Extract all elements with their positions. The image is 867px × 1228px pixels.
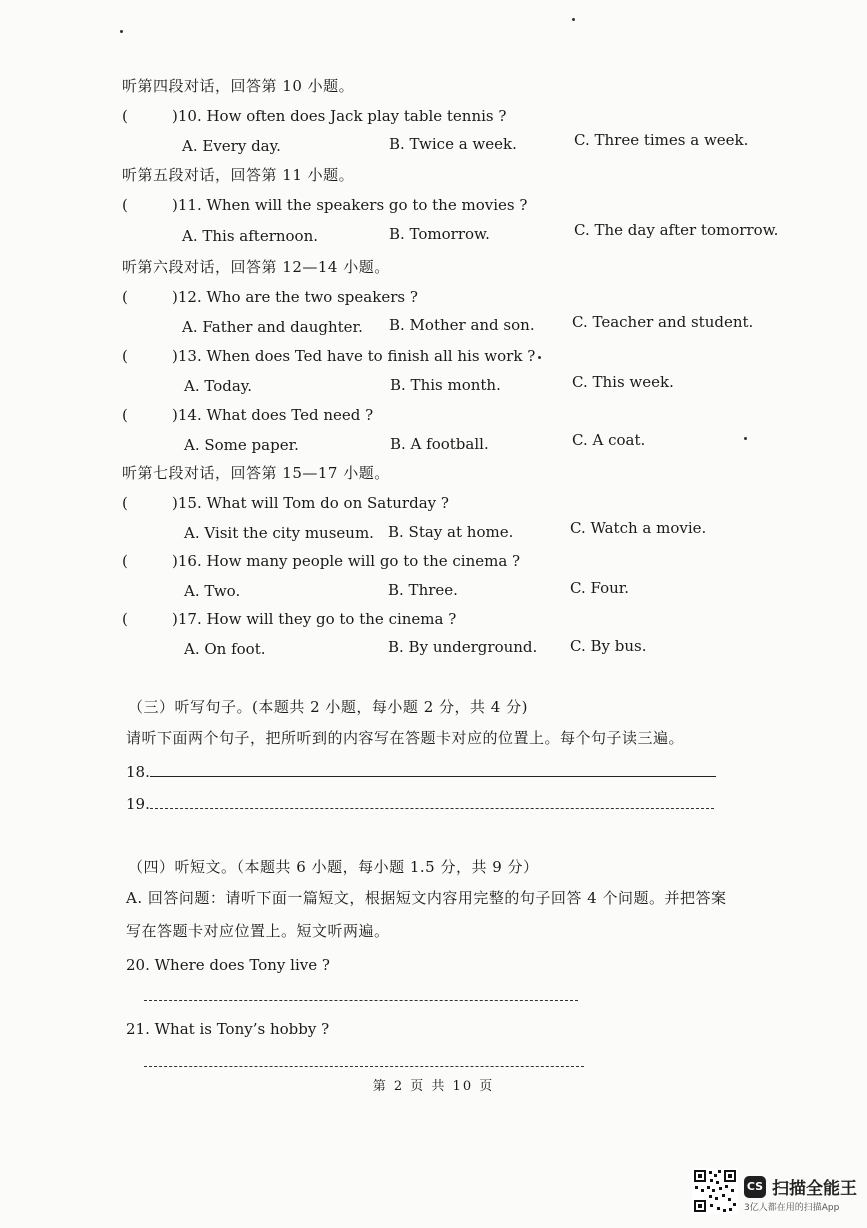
question-13-stem: )13. When does Ted have to finish all his work ? — [172, 347, 536, 365]
question-15-stem: )15. What will Tom do on Saturday ? — [172, 494, 449, 512]
question-15-option-b: B. Stay at home. — [388, 523, 514, 541]
section-heading-5: 听第五段对话，回答第 11 小题。 — [122, 166, 355, 184]
question-12-option-b: B. Mother and son. — [389, 316, 535, 334]
dictation-number-19: 19. — [126, 795, 150, 813]
answer-line-21 — [144, 1066, 584, 1067]
question-10-option-a: A. Every day. — [182, 137, 281, 155]
question-16-stem: )16. How many people will go to the cinema ? — [172, 552, 521, 570]
part-4-instructions-line-2: 写在答题卡对应位置上。短文听两遍。 — [126, 922, 390, 940]
question-17-stem: )17. How will they go to the cinema ? — [172, 610, 457, 628]
qr-code-icon — [692, 1168, 738, 1214]
answer-line-20 — [144, 1000, 578, 1001]
question-13-option-c: C. This week. — [572, 373, 674, 391]
scanner-brand-tagline: 3亿人都在用的扫描App — [744, 1203, 840, 1213]
section-heading-6: 听第六段对话，回答第 12—14 小题。 — [122, 258, 390, 276]
question-12-option-a: A. Father and daughter. — [182, 318, 363, 336]
question-13-option-b: B. This month. — [390, 376, 501, 394]
scan-speck — [120, 30, 123, 33]
question-11-option-a: A. This afternoon. — [182, 227, 319, 245]
answer-paren: ( — [122, 406, 128, 424]
question-11-stem: )11. When will the speakers go to the movies ? — [172, 196, 528, 214]
camscanner-logo-icon: CS — [744, 1176, 766, 1198]
scan-speck — [744, 437, 747, 440]
question-15-option-a: A. Visit the city museum. — [184, 524, 374, 542]
question-10-option-b: B. Twice a week. — [389, 135, 517, 153]
scan-speck — [572, 18, 575, 21]
dictation-answer-line-18 — [150, 776, 716, 777]
part-4-title: （四）听短文。（本题共 6 小题，每小题 1.5 分，共 9 分） — [128, 858, 539, 876]
page-footer: 第 2 页 共 10 页 — [372, 1079, 495, 1094]
question-10-option-c: C. Three times a week. — [574, 131, 749, 149]
question-14-stem: )14. What does Ted need ? — [172, 406, 374, 424]
question-14-option-c: C. A coat. — [572, 431, 646, 449]
question-17-option-c: C. By bus. — [570, 637, 647, 655]
question-16-option-a: A. Two. — [184, 582, 241, 600]
answer-paren: ( — [122, 494, 128, 512]
question-11-option-c: C. The day after tomorrow. — [574, 221, 779, 239]
part-3-instructions: 请听下面两个句子，把所听到的内容写在答题卡对应的位置上。每个句子读三遍。 — [126, 729, 685, 747]
question-21: 21. What is Tony’s hobby ? — [126, 1020, 330, 1038]
scan-speck — [538, 356, 541, 359]
question-12-stem: )12. Who are the two speakers ? — [172, 288, 418, 306]
question-14-option-b: B. A football. — [390, 435, 489, 453]
section-heading-7: 听第七段对话，回答第 15—17 小题。 — [122, 464, 390, 482]
answer-paren: ( — [122, 196, 128, 214]
answer-paren: ( — [122, 552, 128, 570]
question-13-option-a: A. Today. — [184, 377, 253, 395]
scanner-watermark — [692, 1168, 857, 1216]
part-3-title: （三）听写句子。(本题共 2 小题，每小题 2 分，共 4 分) — [128, 698, 528, 716]
question-10-stem: )10. How often does Jack play table tennis ? — [172, 107, 507, 125]
answer-paren: ( — [122, 107, 128, 125]
question-17-option-b: B. By underground. — [388, 638, 538, 656]
question-12-option-c: C. Teacher and student. — [572, 313, 754, 331]
scanner-brand-name: 扫描全能王 — [772, 1179, 857, 1199]
dictation-number-18: 18. — [126, 763, 150, 781]
question-14-option-a: A. Some paper. — [184, 436, 299, 454]
dictation-answer-line-19 — [150, 808, 714, 809]
question-20: 20. Where does Tony live ? — [126, 956, 330, 974]
question-17-option-a: A. On foot. — [184, 640, 266, 658]
answer-paren: ( — [122, 288, 128, 306]
question-15-option-c: C. Watch a movie. — [570, 519, 707, 537]
section-heading-4: 听第四段对话，回答第 10 小题。 — [122, 77, 355, 95]
answer-paren: ( — [122, 610, 128, 628]
question-16-option-c: C. Four. — [570, 579, 630, 597]
question-11-option-b: B. Tomorrow. — [389, 225, 490, 243]
answer-paren: ( — [122, 347, 128, 365]
part-4-instructions-line-1: A. 回答问题：请听下面一篇短文，根据短文内容用完整的句子回答 4 个问题。并把答案 — [126, 889, 727, 907]
question-16-option-b: B. Three. — [388, 581, 458, 599]
